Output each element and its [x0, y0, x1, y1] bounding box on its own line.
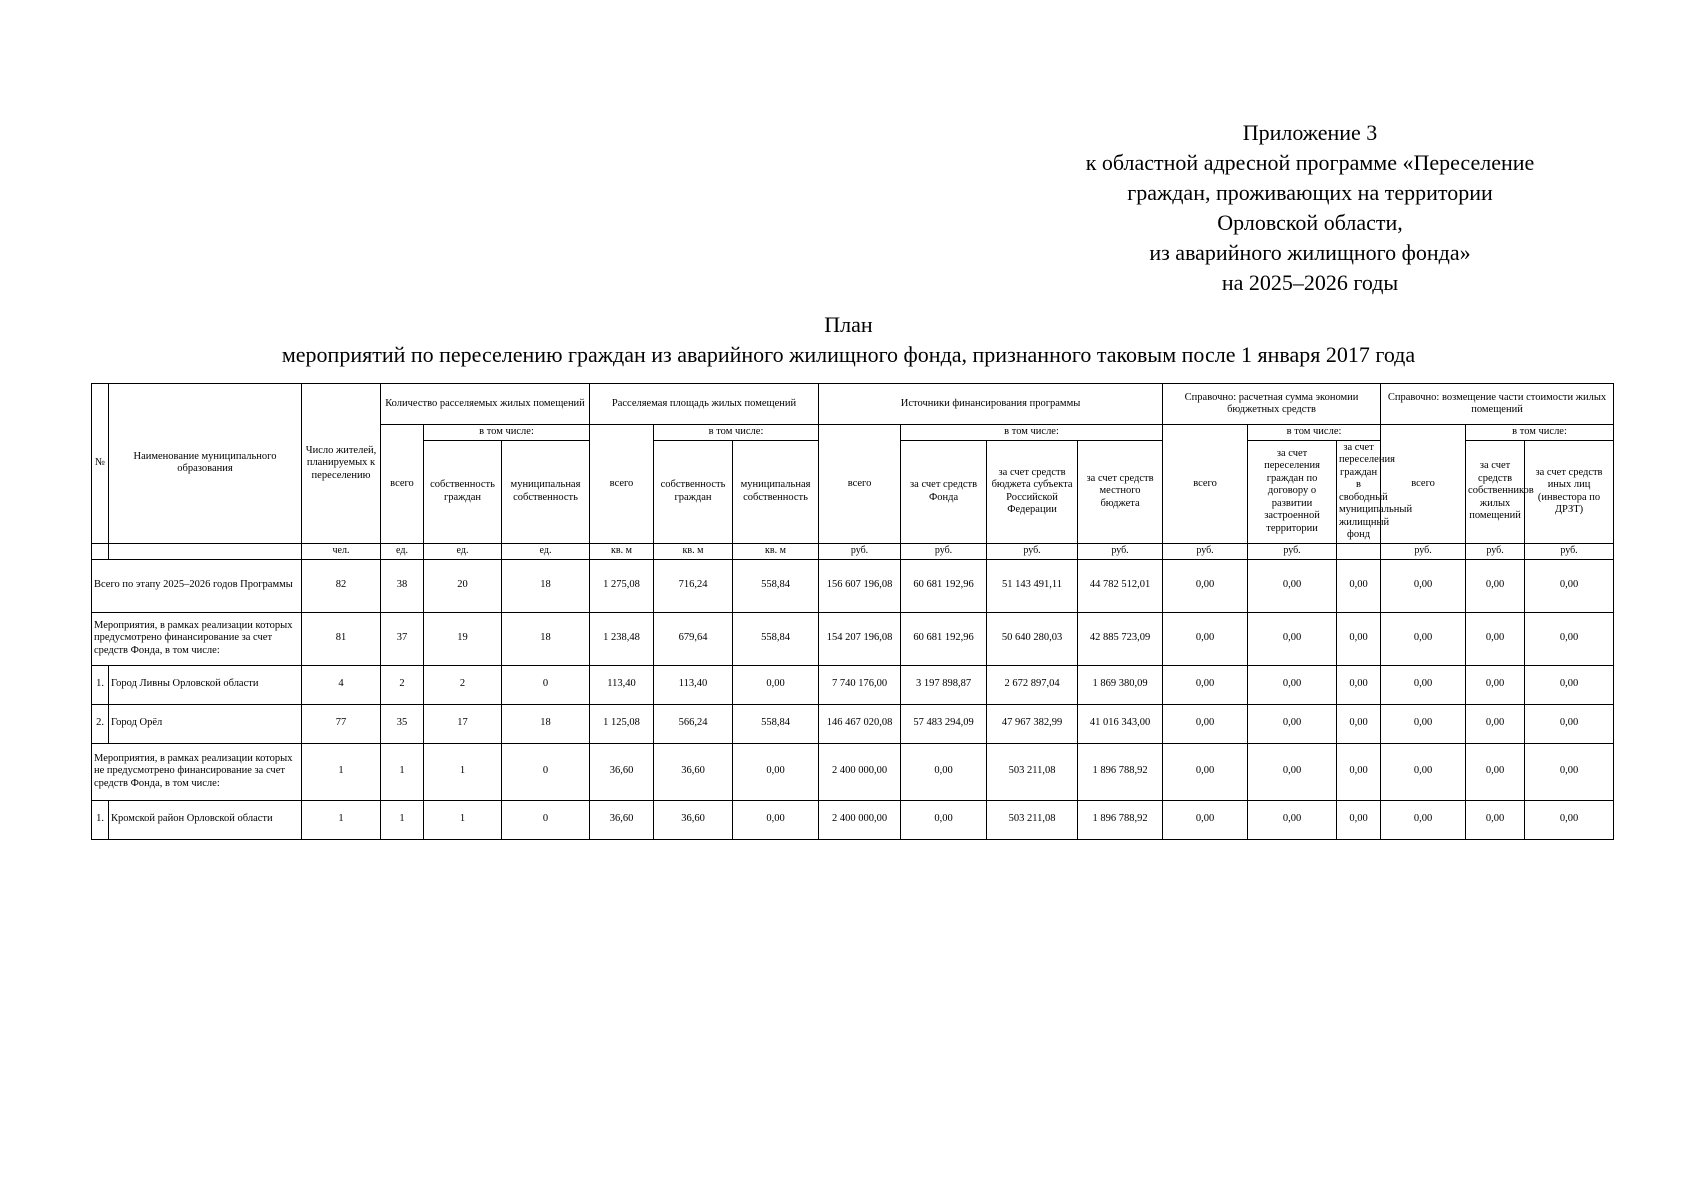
- header-rooms-municipal: муниципальная собственность: [502, 440, 590, 543]
- header-refund-other: за счет средств иных лиц (инвестора по ДРЗТ): [1525, 440, 1614, 543]
- row-value: 1 275,08: [590, 559, 654, 612]
- appendix-line: к областной адресной программе «Переселение: [1085, 150, 1535, 175]
- row-value: 60 681 192,96: [901, 612, 987, 665]
- row-value: 113,40: [590, 665, 654, 704]
- header-rooms-total: всего: [381, 425, 424, 544]
- table-row-nofund: [92, 743, 1614, 800]
- header-savings-incl: в том числе:: [1248, 425, 1381, 441]
- header-row-1: [92, 384, 1614, 425]
- header-finance-group: Источники финансирования программы: [819, 384, 1163, 425]
- row-value: 0,00: [1381, 800, 1466, 839]
- row-num: 1.: [92, 800, 109, 839]
- unit-cell: кв. м: [654, 543, 733, 559]
- table-row-total: [92, 559, 1614, 612]
- row-value: 41 016 343,00: [1078, 704, 1163, 743]
- unit-cell: руб.: [901, 543, 987, 559]
- row-value: 0,00: [1381, 704, 1466, 743]
- row-value: 77: [302, 704, 381, 743]
- row-value: 36,60: [654, 743, 733, 800]
- table-row-krom: [92, 800, 1614, 839]
- header-area-municipal: муниципальная собственность: [733, 440, 819, 543]
- row-value: 36,60: [590, 743, 654, 800]
- unit-cell: руб.: [987, 543, 1078, 559]
- row-value: 50 640 280,03: [987, 612, 1078, 665]
- row-value: 0,00: [1248, 800, 1337, 839]
- row-value: 503 211,08: [987, 743, 1078, 800]
- header-subject-budget: за счет средств бюджета субъекта Российской Федерации: [987, 440, 1078, 543]
- row-value: 1 896 788,92: [1078, 800, 1163, 839]
- row-name: Город Орёл: [109, 704, 302, 743]
- unit-cell: [109, 543, 302, 559]
- row-value: 1 896 788,92: [1078, 743, 1163, 800]
- row-num: 2.: [92, 704, 109, 743]
- row-value: 1: [381, 743, 424, 800]
- unit-cell: руб.: [1248, 543, 1337, 559]
- row-value: 154 207 196,08: [819, 612, 901, 665]
- row-value: 18: [502, 612, 590, 665]
- row-value: 18: [502, 559, 590, 612]
- appendix-line: на 2025–2026 годы: [1221, 270, 1399, 295]
- row-value: 0,00: [1466, 704, 1525, 743]
- unit-cell: ед.: [502, 543, 590, 559]
- header-refund-group: Справочно: возмещение части стоимости жилых помещений: [1381, 384, 1614, 425]
- header-area-incl: в том числе:: [654, 425, 819, 441]
- row-value: 1: [424, 743, 502, 800]
- row-value: 0,00: [1248, 612, 1337, 665]
- header-fund: за счет средств Фонда: [901, 440, 987, 543]
- row-value: 1: [381, 800, 424, 839]
- header-num: №: [92, 384, 109, 544]
- row-value: 2 400 000,00: [819, 800, 901, 839]
- row-value: 37: [381, 612, 424, 665]
- units-row: [92, 543, 1614, 559]
- row-value: 0,00: [1337, 612, 1381, 665]
- row-value: 51 143 491,11: [987, 559, 1078, 612]
- plan-title-line2: мероприятий по переселению граждан из аварийного жилищного фонда, признанного таковым после 1 января 2017 года: [281, 342, 1416, 367]
- plan-title: [0, 310, 1697, 370]
- row-value: 1: [424, 800, 502, 839]
- unit-cell: ед.: [381, 543, 424, 559]
- header-area-group: Расселяемая площадь жилых помещений: [590, 384, 819, 425]
- table-row-fund: [92, 612, 1614, 665]
- appendix-line: Орловской области,: [1217, 210, 1403, 235]
- row-value: 0,00: [901, 743, 987, 800]
- row-value: 679,64: [654, 612, 733, 665]
- row-value: 0,00: [1163, 704, 1248, 743]
- row-value: 1 238,48: [590, 612, 654, 665]
- row-value: 0,00: [1163, 800, 1248, 839]
- row-value: 0,00: [1163, 665, 1248, 704]
- row-value: 0,00: [1525, 743, 1614, 800]
- unit-cell: чел.: [302, 543, 381, 559]
- header-refund-total: всего: [1381, 425, 1466, 544]
- row-value: 0,00: [1466, 665, 1525, 704]
- row-value: 0,00: [1337, 665, 1381, 704]
- row-value: 0,00: [1163, 612, 1248, 665]
- row-value: 19: [424, 612, 502, 665]
- table-row-livny: [92, 665, 1614, 704]
- row-value: 0,00: [1525, 612, 1614, 665]
- row-value: 0,00: [1337, 800, 1381, 839]
- row-value: 20: [424, 559, 502, 612]
- row-name: Мероприятия, в рамках реализации которых не предусмотрено финансирование за счет средств Фонда, в том числе:: [92, 743, 302, 800]
- header-refund-incl: в том числе:: [1466, 425, 1614, 441]
- appendix-line: Приложение 3: [1242, 120, 1378, 145]
- unit-cell: [92, 543, 109, 559]
- appendix-heading: [1000, 118, 1620, 298]
- row-value: 82: [302, 559, 381, 612]
- header-refund-owners: за счет средств собственников жилых помещений: [1466, 440, 1525, 543]
- plan-table: [91, 383, 1614, 840]
- row-value: 38: [381, 559, 424, 612]
- row-value: 0: [502, 800, 590, 839]
- row-value: 42 885 723,09: [1078, 612, 1163, 665]
- header-area-citizens: собственность граждан: [654, 440, 733, 543]
- row-value: 716,24: [654, 559, 733, 612]
- row-value: 0,00: [1381, 612, 1466, 665]
- row-value: 0,00: [1337, 743, 1381, 800]
- row-value: 2: [424, 665, 502, 704]
- header-savings-free: за счет переселения граждан в свободный муниципальный жилищный фонд: [1337, 440, 1381, 543]
- unit-cell: руб.: [1525, 543, 1614, 559]
- row-value: 44 782 512,01: [1078, 559, 1163, 612]
- row-value: 1: [302, 800, 381, 839]
- row-value: 3 197 898,87: [901, 665, 987, 704]
- row-value: 558,84: [733, 559, 819, 612]
- header-rooms-citizens: собственность граждан: [424, 440, 502, 543]
- row-value: 0,00: [1381, 559, 1466, 612]
- row-value: 47 967 382,99: [987, 704, 1078, 743]
- row-value: 0,00: [1337, 559, 1381, 612]
- row-value: 566,24: [654, 704, 733, 743]
- row-value: 0: [502, 665, 590, 704]
- row-value: 2 400 000,00: [819, 743, 901, 800]
- row-value: 0,00: [1248, 704, 1337, 743]
- unit-cell: руб.: [1466, 543, 1525, 559]
- row-value: 0,00: [1163, 559, 1248, 612]
- row-name: Город Ливны Орловской области: [109, 665, 302, 704]
- row-name: Мероприятия, в рамках реализации которых предусмотрено финансирование за счет средств Фонда, в том числе:: [92, 612, 302, 665]
- header-rooms-incl: в том числе:: [424, 425, 590, 441]
- unit-cell: [1337, 543, 1381, 559]
- row-value: 0,00: [733, 743, 819, 800]
- unit-cell: руб.: [1163, 543, 1248, 559]
- row-value: 0,00: [1525, 800, 1614, 839]
- row-value: 503 211,08: [987, 800, 1078, 839]
- row-value: 0,00: [1466, 559, 1525, 612]
- row-value: 17: [424, 704, 502, 743]
- row-value: 0,00: [1163, 743, 1248, 800]
- row-value: 113,40: [654, 665, 733, 704]
- header-residents: Число жителей, планируемых к переселению: [302, 384, 381, 544]
- row-value: 2: [381, 665, 424, 704]
- row-value: 0,00: [1381, 743, 1466, 800]
- header-savings-total: всего: [1163, 425, 1248, 544]
- header-savings-group: Справочно: расчетная сумма экономии бюджетных средств: [1163, 384, 1381, 425]
- unit-cell: руб.: [1078, 543, 1163, 559]
- header-rooms-group: Количество расселяемых жилых помещений: [381, 384, 590, 425]
- row-value: 156 607 196,08: [819, 559, 901, 612]
- row-value: 18: [502, 704, 590, 743]
- header-finance-total: всего: [819, 425, 901, 544]
- unit-cell: руб.: [819, 543, 901, 559]
- unit-cell: кв. м: [590, 543, 654, 559]
- row-value: 0: [502, 743, 590, 800]
- row-value: 0,00: [733, 665, 819, 704]
- header-local-budget: за счет средств местного бюджета: [1078, 440, 1163, 543]
- header-finance-incl: в том числе:: [901, 425, 1163, 441]
- row-value: 36,60: [590, 800, 654, 839]
- row-value: 0,00: [1525, 665, 1614, 704]
- plan-title-line1: План: [824, 312, 873, 337]
- appendix-line: из аварийного жилищного фонда»: [1149, 240, 1471, 265]
- row-value: 1 869 380,09: [1078, 665, 1163, 704]
- row-name: Всего по этапу 2025–2026 годов Программы: [92, 559, 302, 612]
- table-row-orel: [92, 704, 1614, 743]
- row-value: 0,00: [1466, 800, 1525, 839]
- row-value: 35: [381, 704, 424, 743]
- row-value: 0,00: [733, 800, 819, 839]
- row-value: 0,00: [1248, 559, 1337, 612]
- unit-cell: кв. м: [733, 543, 819, 559]
- row-value: 0,00: [901, 800, 987, 839]
- row-value: 4: [302, 665, 381, 704]
- row-value: 0,00: [1466, 743, 1525, 800]
- header-name: Наименование муниципального образования: [109, 384, 302, 544]
- row-value: 2 672 897,04: [987, 665, 1078, 704]
- row-value: 36,60: [654, 800, 733, 839]
- row-value: 60 681 192,96: [901, 559, 987, 612]
- row-num: 1.: [92, 665, 109, 704]
- header-area-total: всего: [590, 425, 654, 544]
- unit-cell: ед.: [424, 543, 502, 559]
- row-value: 146 467 020,08: [819, 704, 901, 743]
- row-value: 7 740 176,00: [819, 665, 901, 704]
- row-value: 0,00: [1525, 704, 1614, 743]
- header-savings-dev: за счет переселения граждан по договору о развитии застроенной территории: [1248, 440, 1337, 543]
- unit-cell: руб.: [1381, 543, 1466, 559]
- row-value: 1: [302, 743, 381, 800]
- appendix-line: граждан, проживающих на территории: [1127, 180, 1493, 205]
- row-value: 0,00: [1337, 704, 1381, 743]
- row-value: 0,00: [1248, 665, 1337, 704]
- row-value: 558,84: [733, 612, 819, 665]
- row-value: 0,00: [1466, 612, 1525, 665]
- row-name: Кромской район Орловской области: [109, 800, 302, 839]
- row-value: 81: [302, 612, 381, 665]
- row-value: 0,00: [1381, 665, 1466, 704]
- row-value: 1 125,08: [590, 704, 654, 743]
- row-value: 0,00: [1525, 559, 1614, 612]
- row-value: 558,84: [733, 704, 819, 743]
- row-value: 57 483 294,09: [901, 704, 987, 743]
- row-value: 0,00: [1248, 743, 1337, 800]
